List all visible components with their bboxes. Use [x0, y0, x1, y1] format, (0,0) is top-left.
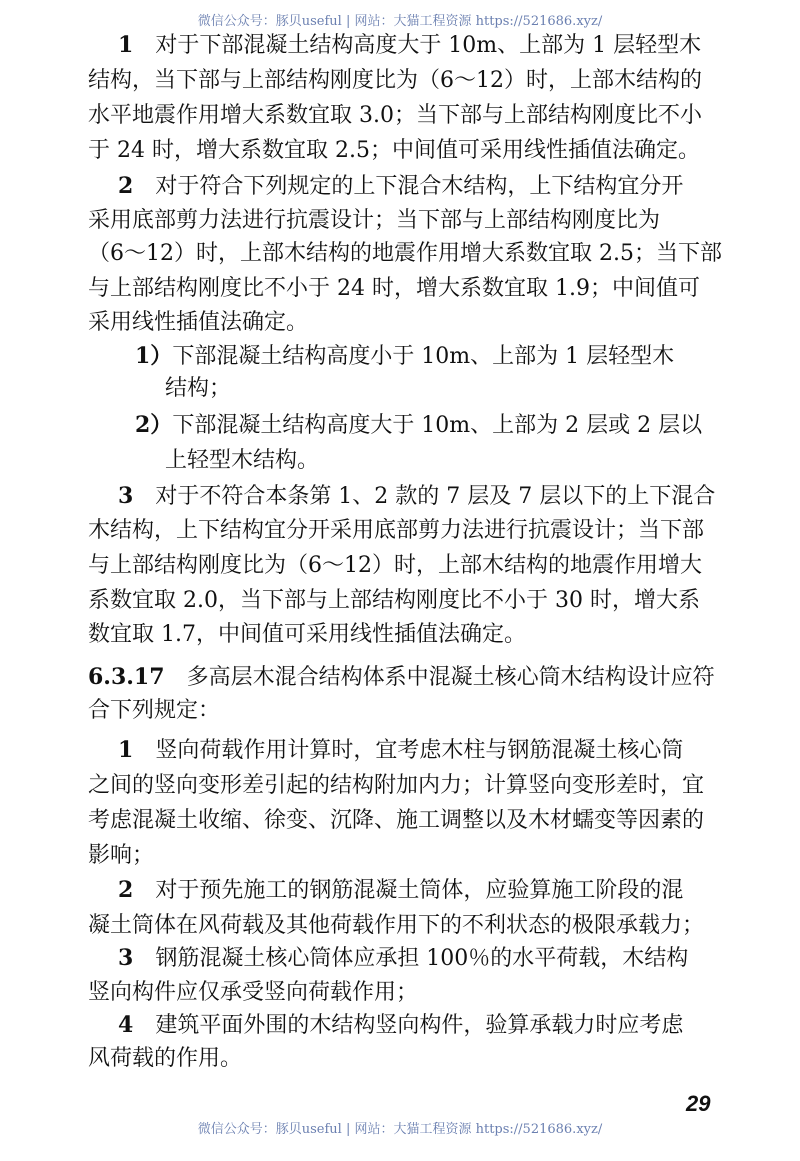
line-text: 之间的竖向变形差引起的结构附加内力；计算竖向变形差时，宜 [88, 773, 705, 798]
text-line [88, 207, 660, 234]
text-line [88, 772, 704, 799]
text-line [88, 309, 308, 336]
clause-number: 1） [135, 343, 173, 369]
text-line [88, 842, 154, 869]
line-text: 考虑混凝土收缩、徐变、沉降、施工调整以及木材蠕变等因素的 [88, 808, 705, 833]
clause-number: 1 [118, 737, 156, 763]
line-text: 上轻型木结构。 [165, 448, 320, 473]
clause-number: 3 [118, 483, 156, 509]
line-text: 水平地震作用增大系数宜取 3.0；当下部与上部结构刚度比不小 [88, 103, 702, 128]
text-line [88, 67, 702, 94]
clause-number: 4 [118, 1012, 156, 1038]
line-text: 采用底部剪力法进行抗震设计；当下部与上部结构刚度比为 [88, 208, 661, 233]
line-text: 与上部结构刚度比为（6～12）时，上部木结构的地震作用增大 [88, 553, 702, 578]
line-text: 对于下部混凝土结构高度大于 10m、上部为 1 层轻型木 [155, 33, 702, 58]
text-line [88, 979, 418, 1006]
text-line [88, 102, 702, 129]
line-text: 采用线性插值法确定。 [88, 310, 309, 335]
clause-number: 2 [118, 173, 156, 199]
line-text: （6～12）时，上部木结构的地震作用增大系数宜取 2.5；当下部 [88, 241, 722, 266]
line-text: 影响； [88, 843, 155, 868]
text-line [118, 1012, 683, 1039]
text-line [118, 737, 683, 764]
line-text: 凝土筒体在风荷载及其他荷载作用下的不利状态的极限承载力； [88, 913, 705, 938]
line-text: 系数宜取 2.0，当下部与上部结构刚度比不小于 30 时，增大系 [88, 588, 700, 613]
clause-number: 3 [118, 945, 156, 971]
line-text: 钢筋混凝土核心筒体应承担 100％的水平荷载，木结构 [155, 946, 689, 971]
watermark-footer: 微信公众号：豚贝useful | 网站：大猫工程资源 https://521686.xyz/ [197, 1122, 603, 1137]
text-line [88, 587, 700, 614]
line-text: 下部混凝土结构高度小于 10m、上部为 1 层轻型木 [172, 344, 675, 369]
line-text: 木结构，上下结构宜分开采用底部剪力法进行抗震设计；当下部 [88, 518, 705, 543]
line-text: 对于符合下列规定的上下混合木结构，上下结构宜分开 [155, 174, 684, 199]
text-line [88, 517, 704, 544]
text-line [118, 173, 683, 200]
text-line [88, 621, 526, 648]
text-line [135, 343, 674, 370]
clause-number: 6.3.17 [88, 664, 187, 690]
text-line [88, 912, 704, 939]
line-text: 数宜取 1.7，中间值可采用线性插值法确定。 [88, 622, 526, 647]
line-text: 结构，当下部与上部结构刚度比为（6～12）时，上部木结构的 [88, 68, 702, 93]
text-line [118, 877, 683, 904]
line-text: 下部混凝土结构高度大于 10m、上部为 2 层或 2 层以 [172, 413, 703, 438]
page-number: 29 [686, 1091, 711, 1116]
line-text: 竖向构件应仅承受竖向荷载作用； [88, 980, 419, 1005]
line-text: 结构； [165, 376, 232, 401]
line-text: 与上部结构刚度比不小于 24 时，增大系数宜取 1.9；中间值可 [88, 276, 700, 301]
text-line [88, 697, 220, 724]
text-line [88, 1045, 242, 1072]
text-line [88, 807, 704, 834]
line-text: 建筑平面外围的木结构竖向构件，验算承载力时应考虑 [155, 1013, 684, 1038]
line-text: 于 24 时，增大系数宜取 2.5；中间值可采用线性插值法确定。 [88, 138, 700, 163]
text-line [118, 32, 701, 59]
text-line [118, 483, 715, 510]
text-line [88, 275, 700, 302]
text-line [88, 552, 702, 579]
clause-number: 2 [118, 877, 156, 903]
text-line [165, 447, 319, 474]
watermark-header: 微信公众号：豚贝useful | 网站：大猫工程资源 https://521686.xyz/ [197, 14, 603, 29]
clause-number: 2） [135, 412, 173, 438]
line-text: 多高层木混合结构体系中混凝土核心筒木结构设计应符 [186, 665, 715, 690]
line-text: 对于预先施工的钢筋混凝土筒体，应验算施工阶段的混 [155, 878, 684, 903]
text-line [88, 664, 715, 691]
line-text: 合下列规定： [88, 698, 221, 723]
text-line [165, 375, 231, 402]
line-text: 风荷载的作用。 [88, 1046, 243, 1071]
line-text: 对于不符合本条第 1、2 款的 7 层及 7 层以下的上下混合 [155, 484, 716, 509]
clause-number: 1 [118, 32, 156, 58]
text-line [135, 412, 702, 439]
text-line [88, 137, 700, 164]
text-line [118, 945, 688, 972]
line-text: 竖向荷载作用计算时，宜考虑木柱与钢筋混凝土核心筒 [155, 738, 684, 763]
text-line [88, 240, 722, 267]
